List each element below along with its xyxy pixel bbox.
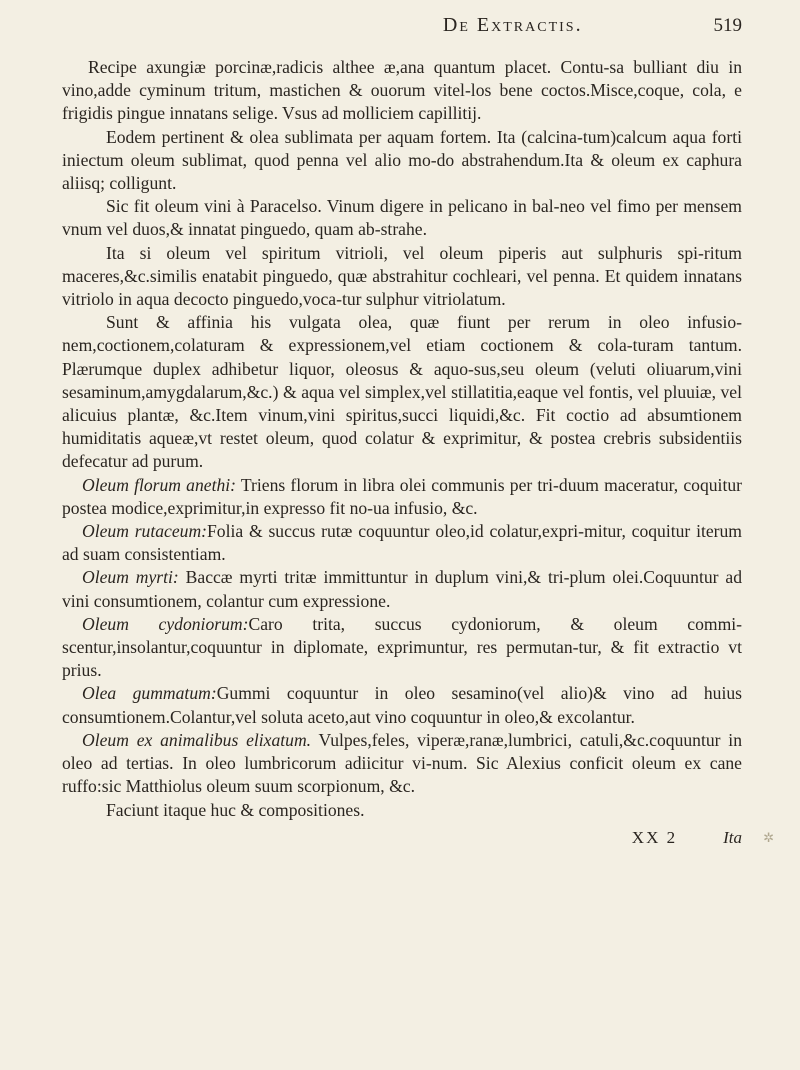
recipe-title: Oleum rutaceum: bbox=[82, 521, 208, 542]
paragraph: Recipe axungiæ porcinæ,radicis althee æ,ana quantum placet. Contu-sa bulliant diu in vino,adde cyminum tritum, mastichen & ouorum vitel-los bene coctos.Misce,coque, cola, e frigidis pingue innatans selige. Vsus ad molliciem capillitij. bbox=[62, 57, 742, 124]
recipe-title: Oleum ex animalibus elixatum. bbox=[82, 729, 312, 750]
body-text bbox=[62, 56, 742, 822]
paragraph: Eodem pertinent & olea sublimata per aquam fortem. Ita (calcina-tum)calcum aqua forti iniectum oleum sublimat, quod penna vel alio mo-do abstrahendum.Ita & oleum ex caphura aliisq; colligunt. bbox=[62, 126, 742, 194]
recipe-paragraph: Oleum cydoniorum:Caro trita, succus cydoniorum, & oleum commi-scentur,insolantur,coquuntur in diplomate, exprimuntur, res permutan-tur, & fit extractio vt prius. bbox=[62, 613, 742, 681]
paragraph: Sic fit oleum vini à Paracelso. Vinum digere in pelicano in bal-neo vel fimo per mensem vnum vel duos,& innatat pinguedo, quam ab-strahe. bbox=[62, 196, 742, 240]
running-head: De Extractis. bbox=[442, 14, 583, 36]
recipe-title: Oleum myrti: bbox=[82, 567, 179, 588]
recipe-title: Olea gummatum: bbox=[82, 683, 217, 704]
recipe-paragraph: Oleum rutaceum:Folia & succus rutæ coquuntur oleo,id colatur,expri-mitur, coquitur iterum ad suam consistentiam. bbox=[62, 521, 742, 565]
page-header bbox=[62, 14, 742, 54]
page-footer bbox=[62, 828, 742, 848]
page-number: 519 bbox=[713, 15, 742, 36]
recipe-title: Oleum cydoniorum: bbox=[82, 613, 249, 634]
recipe-paragraph: Oleum ex animalibus elixatum. Vulpes,feles, viperæ,ranæ,lumbrici, catuli,&c.coquuntur in oleo ad tertias. In oleo lumbricorum adiicitur vi-num. Sic Alexius conficit oleum ex cane ruffo:sic Matthiolus oleum suum scorpionum, &c. bbox=[62, 729, 742, 797]
recipe-paragraph: Oleum florum anethi: Triens florum in libra olei communis per tri-duum maceratur, coquitur postea modice,exprimitur,in expresso fit no-ua infusio, &c. bbox=[62, 474, 742, 518]
recipe-title: Oleum florum anethi: bbox=[82, 474, 237, 495]
catchword: Ita bbox=[723, 827, 742, 847]
paragraph: Faciunt itaque huc & compositiones. bbox=[106, 799, 365, 820]
recipe-paragraph: Oleum myrti: Baccæ myrti tritæ immittuntur in duplum vini,& tri-plum olei.Coquuntur ad vini consumtionem, colantur cum expressione. bbox=[62, 567, 742, 611]
paragraph: Ita si oleum vel spiritum vitrioli, vel oleum piperis aut sulphuris spi-ritum maceres,&c.similis enatabit pinguedo, quæ abstrahitur cochleari, vel penna. Et quidem innatans vitriolo in aqua decocto pinguedo,voca-tur sulphur vitriolatum. bbox=[62, 242, 742, 310]
recipe-paragraph: Olea gummatum:Gummi coquuntur in oleo sesamino(vel alio)& vino ad huius consumtionem.Colantur,vel soluta aceto,aut vino coquuntur in oleo,& excolantur. bbox=[62, 683, 742, 727]
signature-mark: XX 2 bbox=[631, 827, 678, 847]
paragraph: Sunt & affinia his vulgata olea, quæ fiunt per rerum in oleo infusio-nem,coctionem,colaturam & expressionem,vel etiam coctionem & cola-turam tantum. Plærumque duplex adhibetur liquor, oleosus & aquo-sus,seu oleum (veluti oliuarum,vini sesaminum,amygdalarum,&c.) & aqua vel simplex,vel stillatitia,eaque vel fontis, vel pluuiæ, vel alicuius plantæ, &c.Item vinum,vini spiritus,succi liquidi,&c. Fit coctio ad absumtionem humiditatis aqueæ,vt restet oleum, quod colatur & exprimitur, & postea crebris subsidentiis defecatur ad purum. bbox=[62, 312, 742, 472]
margin-smudge-icon: ✲ bbox=[763, 830, 774, 845]
